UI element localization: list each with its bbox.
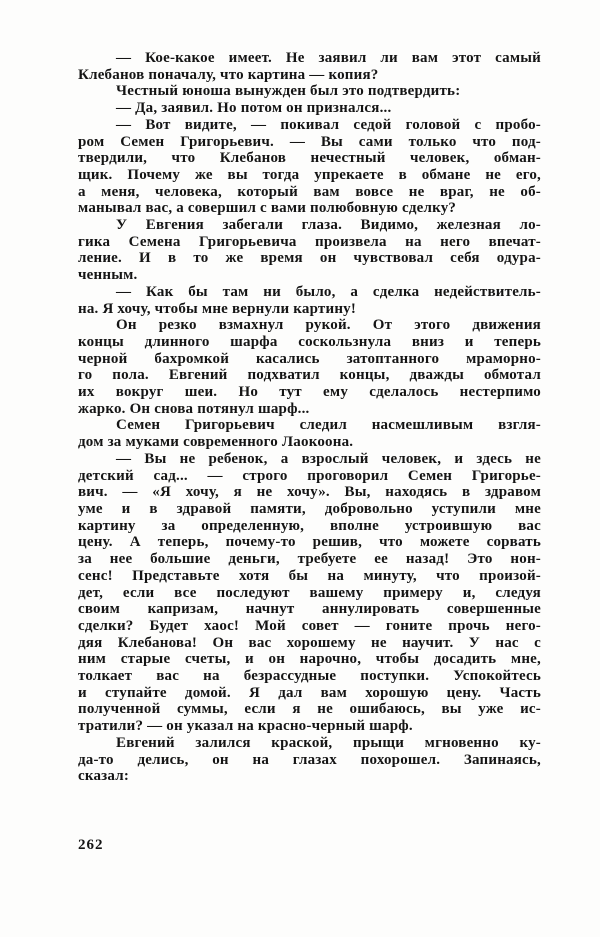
text-line: — Да, заявил. Но потом он признался...	[116, 100, 392, 117]
text-line: щик. Почему же вы тогда упрекаете в обмане не его,	[78, 166, 541, 183]
text-line: толкает вас на безрассудные поступки. Успокойтесь	[78, 668, 541, 685]
text-line: да-то делись, он на глазах похорошел. Запинаясь,	[78, 751, 541, 768]
text-line: дом за муками современного Лаокоона.	[78, 434, 354, 451]
text-line: Евгений залился краской, прыщи мгновенно ку-	[116, 734, 541, 751]
text-line: картину за определенную, вполне устроившую вас	[78, 517, 541, 534]
text-line: цену. А теперь, почему-то решив, что можете сорвать	[78, 534, 541, 551]
text-line: за нее большие деньги, требуете ее назад! Это нон-	[78, 551, 541, 568]
text-line: Он резко взмахнул рукой. От этого движения	[116, 317, 541, 334]
text-line: детский сад... — строго проговорил Семен Григорье-	[78, 467, 541, 484]
text-line: концы длинного шарфа соскользнула вниз и теперь	[78, 333, 541, 350]
text-line: — Кое-какое имеет. Не заявил ли вам этот самый	[116, 50, 541, 66]
text-line: дет, если все последуют вашему примеру и, следуя	[78, 584, 541, 601]
text-line: ром Семен Григорьевич. — Вы сами только что под-	[78, 133, 541, 150]
text-line: Семен Григорьевич следил насмешливым взгля-	[116, 417, 541, 434]
text-line: ченным.	[78, 267, 138, 284]
text-line: Честный юноша вынужден был это подтвердить:	[116, 83, 461, 100]
text-line: манывал вас, а совершил с вами полюбовную сделку?	[78, 200, 457, 217]
text-line: своим капризам, начнут аннулировать совершенные	[78, 601, 541, 618]
text-line: ним старые счеты, и он нарочно, чтобы досадить мне,	[78, 651, 541, 668]
text-line: ление. И в то же время он чувствовал себя одура-	[78, 250, 541, 267]
text-line: тратили? — он указал на красно-черный шарф.	[78, 718, 413, 735]
text-line: а меня, человека, который вам вовсе не враг, не об-	[78, 183, 541, 200]
text-line: и ступайте домой. Я дал вам хорошую цену. Часть	[78, 684, 541, 701]
text-line: твердили, что Клебанов нечестный человек, обман-	[78, 150, 541, 167]
text-line: — Вы не ребенок, а взрослый человек, и здесь не	[116, 450, 541, 467]
text-line: сделки? Будет хаос! Мой совет — гоните прочь него-	[78, 617, 541, 634]
text-line: го пола. Евгений подхватил концы, дважды обмотал	[78, 367, 541, 384]
text-line: Клебанов поначалу, что картина — копия?	[78, 66, 379, 83]
text-block	[78, 50, 541, 785]
text-line: на. Я хочу, чтобы мне вернули картину!	[78, 300, 357, 317]
text-line: полученной суммы, если я не ошибаюсь, вы уже ис-	[78, 701, 541, 718]
text-line: У Евгения забегали глаза. Видимо, железная ло-	[116, 217, 541, 234]
text-line: черной бахромкой касались затоптанного мраморно-	[78, 350, 541, 367]
page-number: 262	[78, 837, 104, 853]
text-line: их вокруг шеи. Но тут ему сделалось нестерпимо	[78, 384, 541, 401]
text-line: — Как бы там ни было, а сделка недействитель-	[116, 283, 541, 300]
text-line: дяя Клебанова! Он вас хорошему не научит. У нас с	[78, 634, 541, 651]
text-line: — Вот видите, — покивал седой головой с пробо-	[116, 116, 541, 133]
text-line: сказал:	[78, 768, 130, 785]
text-line: сенс! Представьте хотя бы на минуту, что произой-	[78, 567, 541, 584]
text-line: гика Семена Григорьевича произвела на него впечат-	[78, 233, 541, 250]
text-line: жарко. Он снова потянул шарф...	[78, 400, 310, 417]
text-line: уме и в здравой памяти, добровольно уступили мне	[78, 500, 541, 517]
text-line: вич. — «Я хочу, я не хочу». Вы, находясь в здравом	[78, 484, 541, 501]
